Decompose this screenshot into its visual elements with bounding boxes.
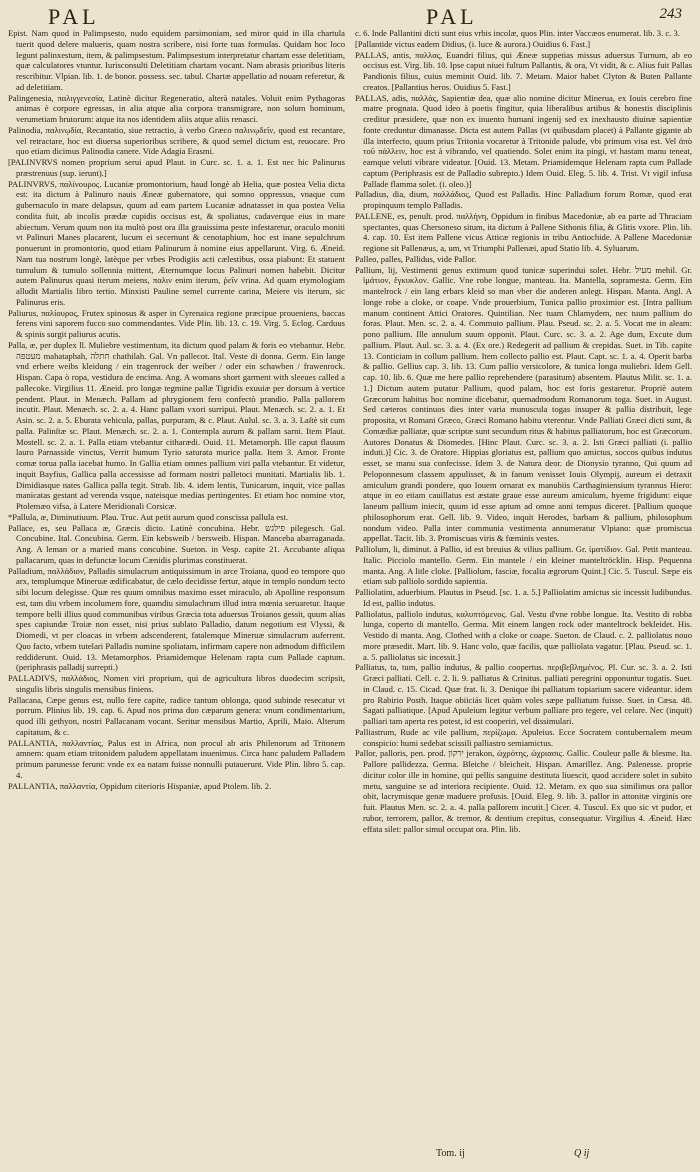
right-column xyxy=(355,28,692,1138)
dictionary-entry: Pallacana, Cæpe genus est, nullo fere capite, radice tantum oblonga, quod subinde resecatur vt porrum. Plinius lib. 19. cap. 6. Apud nos prima duo cæparum genera: vnum condimentarium, quod illi gethyon, nostri Pallacanam vocant. Seritur mensibus Martio, Aprili, Maio. Alterum capitatum, & c. xyxy=(8,694,345,737)
dictionary-entry: Palliolatim, aduerbium. Plautus in Pseud. [sc. 1. a. 5.] Palliolatim amictus sic incessit ludibundus. Id est, pallio indutus. xyxy=(355,587,692,608)
dictionary-entry: Paliurus, παλίουρος, Frutex spinosus & asper in Cyrenaica regione præcipue proueniens, baccas ferens vini saporem fucco suo commendantes. Vide Plin. lib. 13. c. 19. Virg. 5. Eclog. Carduus & spinis surgit paliurus acutis. xyxy=(8,307,345,339)
dictionary-entry: Palleo, palles, Pallidus, vide Pallor. xyxy=(355,253,477,264)
dictionary-entry: Pallace, es, seu Pallaca æ, Græcis dicto. Latinè concubina. Hebr. פילגש pilegesch. Gal. Concubine. Ital. Concubina. Germ. Ein kebsweib / bersweib. Hispan. Manceba abarraganada. Ang. A leman or a maried mans concubine. Sueton. in Vesp. capite 21. Accubante aliqua pallacarum, quas in defunctæ locum Cænidis plurimas constituerat. xyxy=(8,522,345,565)
dictionary-entry: Palliastrum, Rude ac vile pallium, περίζωμα. Apuleius. Ecce Socratem contubernalem meum conspicio: humi sedebat scissili palliastro semiamictus. xyxy=(355,726,692,748)
dictionary-entry: Palingenesia, παλιγγενεσία, Latinè dicitur Regeneratio, alterà natales. Voluit enim Pythagoras animas è corpore egressas, in alia atque alia corpora transmigrare, non solum hominum, verumetiam brutorum: atque ita nos identidem aliis atque aliis renasci. xyxy=(8,92,345,124)
dictionary-entry: *Pallula, æ, Diminutiuum. Plau. Truc. Aut petit aurum quod conscissa pallula est. xyxy=(8,511,288,522)
dictionary-entry: PALLAS, adis, παλλάς, Sapientiæ dea, quæ alio nomine dicitur Minerua, ex Iouis cerebro fine matre prognata. Quod ideo à poetis fingitur, quia liberalibus artibus & honestis disciplinis creditur præsidere, quæ non ex inuento humani ingenij sed ex inexhausto diuinæ sapientiæ fonte creduntur dimanasse. Dicta est autem Pallas (vt quibusdam placet) à Pallante gigante ab illa interfecto, quum prius Tritonia vocaretur à Tritonide palude, vbi primum visa est. Vel ἀπὸ τοῦ πάλλειν, hoc est à vibrando, vel quatiendo. Solet enim ita pingi, vt hastam manu teneat, eamque veluti vibrare videatur. [Ouid. 13. Metam. Priamidemque Helenam rapta cum Pallade captum (Periphrasis est de Palladio subrepto.) Idem Ouid. Eleg. 5. lib. 4. Trist. Vt vigil infusa Pallade flamma solet. (i. oleo.)] xyxy=(355,92,692,189)
dictionary-entry: Palliatus, ta, tum, pallio indutus, & pallio coopertus. περιβεβλημένος. Pl. Cur. sc. 3. a. 2. Isti Græci palliati. Cell. c. 2. li. 9. palliatus & Crinitus. palliati peregrini opponuntur togatis. Suet. in Claud. c. 15. Cicad. Quæ frat. li. 3. Denique ibi palliatum topiarium sacere videantur. idem pro Rabirio Posth. Itaque obiiciás licet quàm voles sæpe palliatum fuisse. Suet. in Cæsa. 48. Sagati palliatique. [Apud Apuleium legitur verbum palliare pro tegere, vel celare. Nec (inquit) palliari tam aperta res potest, id est cooperiri, vel dissimulari. xyxy=(355,662,692,726)
dictionary-entry: Palinodia, παλινῳδία, Recantatio, siue retractio, à verbo Græco παλινῳδεῖν, quod est recantare, vel retractare, hoc est diuersa superioribus scribere, & quod semel dictum est, reuocare. Pro quo etiam dicimus Palinodia canere. Vide Adagia Erasmi. xyxy=(8,124,345,157)
running-header xyxy=(8,4,692,28)
dictionary-entry: [PALINVRVS nomen proprium serui apud Plaut. in Curc. sc. 1. a. 1. Est nec hic Palinurus præstrenuus (sup. ierunt).] xyxy=(8,157,345,178)
dictionary-entry: PALLAS, antis, παλλας, Euandri filius, qui Æneæ suppetias missus aduersus Turnum, ab eo occisus est. Virg. lib. 10. Ipse caput niuei fultum Pallantis, & ora, Vt vidit, & c. Alius fuit Pallas Pandionis filius, cuius meminit Ouid. lib. 7. Metam. Maior habet Clyton & Buten Pallante creatos. [Pallantius heros. Ouidius 5. Fast.] xyxy=(355,49,692,92)
header-right-word: PAL xyxy=(426,4,478,29)
dictionary-entry: Palliolum, li, diminut. à Pallio, id est breuius & vilius pallium. Gr. ἱματίδιον. Gal. Petit manteau. Italic. Picciolo mantello. Germ. Ein mantele / ein kleiner manteltröcklin. Hisp. Pequenna manta. Ang. A litle cloke. [Palliolum, fasciæ, focalia ægrorum Quint.] Cic. 5. Tuscul. Sæpe eis etiam sub palliolo sordido sapientia. xyxy=(355,544,692,587)
dictionary-entry: PALLANTIA, παλλαντίας, Palus est in Africa, non procul ab aris Philenorum ad Tritonem amnem: quam etiam tritonidem paludem appellatam inuenimus. Circa hanc paludem Palladem primum parunesse ferunt: vnde ex ea natam fuisse nonnulli putauerunt. Vide Plin. libro 5. cap. 4. xyxy=(8,737,345,780)
header-left-word: PAL xyxy=(48,4,100,29)
dictionary-entry: Pallium, lij, Vestimenti genus extimum quod tunicæ superindui solet. Hebr. מעיל mehil. Gr. ἱμάτιον, ἔγκυκλον. Gallic. Vne robe longue, manteau. Ita. Mantella, sopramesta. Germ. Ein mantelrock / ein lang erbars kleid so man vber die anderen anlegt. Hispan. Manta. Angl. A longe robe a cloke, or coape. Vnde prouerbium, Tunica pallio proximior est. [Intra pallium manum continent Attici Oratores. Quintilian. Nec tuam Chlamydem, nec tuum pallium do foras. Plaut. Men. sc. 2. a. 4. Commuto pallium. Plau. Pseud. sc. 2. a. 5. Vocat me in aleam: pono pallium. Ille annulum suum opponit. Plaut. Curc. sc. 3. a. 2. Age dum, Excute dum pallium. Plaut. Aul. sc. 3. a. 4. (Ex ore.) Redegerit ad pallium & crepidas. Suet. in Tib. capite 13. Conticiam in collum pallium. Item collecto pallio est. Plaut. Capt. sc. 1. a. 4. Operit barba & pallio. Gellius cap. 3. lib. 13. Cum pallio versicolore, & tunica longa muliebri. Idem Gell. cap. 10. lib. 6. Quæ me here pallio reprehendere (parasitum) absentem. Plautus Milit. sc. 1. a. 1.] Dictum autem putatur Pallium, quod palam, hoc est foris gestaretur. Propriè autem Græcorum habitus hoc nomine dicebatur, quemadmodum Romanorum toga. Suet. in August. Sed cæteros continuos dies inter varia munuscula togas insuper & pallia distribuit, lege proposita, vt Romani Græco, Græci Romano habitu vterentur. Vnde Palliati Græci dicti sunt, & Comædiæ palliatæ, quæ scriptæ sunt secundum ritus & habitus palliatorum, hoc est Græcorum. Autores Donatus & Diomedes. [Hinc Plaut. Curc. sc. 3. a. 2. Isti Græci palliati (i. pallio induti.)] Cic. 3. de Oratore. Hippias gloriatus est, pallium quo amictus, soccos quibus indutus esset, se manu sua confecisse. Idem 3. de Natura deor. de Dionysio tyranno, Qui quum ad Peloponnesum classem appulisset, & in fanum venisset Iouis Olympij, aureum ei detraxit amiculum grandi pondere, quo Iouem ornarat ex manubiis Carthaginiensium tyrannus Hiero: atque in eo etiam cauillatus est æstate graue esse aureum amiculum, hyeme frigidum: eique laneum pallium iniecit, quum id esse aptum ad omne anni tempus diceret. [Pallium quoque philosophorum erat. Gell. lib. 9. Video, inquit Herodes, barbam & pallium, philosophum nondum video. Palla inter communia vestimenta annumeratur Vlpiano: quæ promiscua appellat. Tacit. lib. 3. Promiscuas viris & fœminis vestes. xyxy=(355,264,692,544)
dictionary-entry: [Pallantide victus eadem Didius, (i. luce & aurora.) Ouidius 6. Fast.] xyxy=(355,38,591,49)
dictionary-entry: c. 6. Inde Pallantini dicti sunt eius vrbis incolæ, quos Plin. inter Vaccæos enumerat. lib. 3. c. 3. xyxy=(355,28,680,38)
dictionary-entry: PALLADIVS, παλλάδιος, Nomen viri proprium, qui de agricultura libros duodecim scripsit, singulis libris singulis mensibus finiens. xyxy=(8,673,345,694)
dictionary-entry: PALLENE, es, penult. prod. παλλήνη, Oppidum in finibus Macedoniæ, ab ea parte ad Thraciam spectantes, quas Chersoneso situm, ita dictum à Pallene Sithonis filia, & Glitis vxore. Plin. lib. 4. cap. 10. Est item Pallene vicus Atticæ regionis in tribu Antiochide. A Pallene Macedoniæ regione sit Pallenæus, a, um, vt Triumphi Pallenæi, apud Statio lib. 4. Syluarum. xyxy=(355,210,692,253)
dictionary-entry: Pallor, palloris, pen. prod. ירקון jerakon, ὠχρότης, ὠχριασις. Gallic. Couleur palle & blesme. Ita. Pallore pallidezza. Germa. Bleiche / bleicheit. Hispan. Amarillez. Ang. Palenesse. proprie dicitur color ille in homine, qui pellis sanguine destituta liuescit, quod accidere solet in subito metu, sanguine se ad interiora recipiente. Ouid. 12. Metam. ex quo sua similimus ora pallor obit, lacrymisque genæ maduere profusis. [Ouid. Eleg. 9. lib. 3. pallor in attonitæ virginis ore fuit. Plautus Men. sc. 2. a. 4. palla pallorem incutit.] Cicer. 4. Tuscul. Ex quo sic vt pudor, et rubor, terrorem, pallor, & tremor, & dentium crepitus, consequatur. Virgilius 4. Æneid. Hæc effata silet: pallor simul occupat ora. Plin. lib. xyxy=(355,748,692,834)
page-footer xyxy=(0,1148,700,1166)
dictionary-entry: Palladius, dia, dium, παλλάδιος, Quod est Palladis. Hinc Palladium forum Romæ, quod erat propinquum templo Palladis. xyxy=(355,189,692,210)
volume-label: Tom. ij xyxy=(436,1148,465,1159)
dictionary-entry: Palliolatus, palliolo indutus, καλυπτόμενος. Gal. Vestu d'vne robbe longue. Ita. Vestito di robba lunga, coperto di mantello. Germa. Mit einem langen rock oder manteltrock bekleidet. His. Vestido di manta. Ang. Clothed with a cloke or coape. Sueton. de Claud. c. 2. palliolatus nouo more præsedit. Mart. lib. 9. Hanc volo, quæ facilis, quæ palliolata vagatur. [Plau. Pseud. sc. 1. a. 5. palliolatus sic incessit.] xyxy=(355,608,692,662)
two-column-body xyxy=(8,28,692,1138)
dictionary-entry: PALINVRVS, παλίνουρος. Lucaniæ promontorium, haud longè ab Helia, quæ postea Velia dicta est: ita dictum à Palinuro nauis Æneæ gubernatore, qui somno oppressus, vnaque cum gubernaculo in mare delapsus, quum ad eam partem Lucaniæ adnatasset in qua postea Velia condita fuit, ab incolis prædæ cupidis occisus est, & spoliatus, cadaverque eius in mare abiectum. Verum quum non ita multò post ora illa grauissima peste infestaretur, oraculo moniti vt Palinuri Manes placarent, lucum ei secernunt & cenotaphium, hoc est inane sepulchrum ponuerunt in promontorio, quod etiam Palinurum à nomine eius appellarunt. Virg. 6. Æneid. Nam tua nostrum longè, latèque per vrbes Prodigiis acti cælestibus, ossa piabunt: Et statuent tumulum & tumulo sollennia mittent, Æternumque locus Palinuri nomen habebit. Dicitur autem Palinurus quasi iterum meiens, παλιν enim iterum, ῥεῖν vrina. Ad quam etymologiam alludit Martialis libro tertio. Minxisti Pauline semel currente carina, Meiere vis iterum, sic Palinurus eris. xyxy=(8,178,345,307)
page-number: 243 xyxy=(659,6,682,22)
dictionary-entry: Epist. Nam quod in Palimpsesto, nudo equidem parsimoniam, sed miror quid in illa chartula tuerit quod delere malueris, quam nostra scribere, nisi forte tuas formulas. Quidam hoc loco legunt palinxestum, item, & palimpsestum. Palimpsestum interpretatur chartam esse deletitiam, quæ calculatores vtuntur. Iurisconsulti Deletitiam chartam vocant. Nam abrasis prioribus literis rescribitur. Vlpian. lib. 1. de bonor. possess. sec. tabul. Chartæ appellatio ad nouam referetur, & ad deletitiam. xyxy=(8,28,345,92)
left-column xyxy=(8,28,345,1138)
signature-mark: Q ij xyxy=(574,1148,590,1159)
dictionary-entry: PALLANTIA, παλλαντία, Oppidum citerioris Hispaniæ, apud Ptolem. lib. 2. xyxy=(8,780,272,791)
dictionary-entry: Palla, æ, per duplex ll. Muliebre vestimentum, ita dictum quod palam & foris eo vtebantur. Hebr. מעטפה mahataphah, חתלה chathilah. Gal. Vn pallecot. Ital. Veste di donna. Germ. Ein lange vnd erbere weibs kleidung / ein tragenrock der weiber / oder ein schawben / frawenrock. Hispan. Capa ò ropa, vestidura de encima. Ang. A womans short garment with sleeues called a pallecoke. Virgilius 11. Æneid. pro longæ tegmine pallæ Tigridis exuuiæ per dorsum à vertice pendent. Plaut. in Menæch. Pallam ad phrygionem fero confectò prandio. Palla pallorem incutit. Plaut. Menæch. sc. 2. a. 4. Hanc pallam vxori surripui. Plaut. Menæch. sc. 2. a. 1. Et Asin. sc. 2. a. 5. Eburata vehicula, pallas, purpuram, & c. Plaut. Aulul. sc. 3. a. 3. Laſtè sit cum palla. Palinſtæ sc. Plaut. Menæch. sc. 2. a. 1. Contempla aurum & pallam sarni. Item Plaut. Mostell. sc. 2. a. 1. Palla etiam vtebantur citharædi. Ouid. 11. Metamorph. Ille caput flauum lauro Parnasside vinctus, Verrit humum Tyrio saturata murice palla. Item 3. Amor. Fronte comæ torua palla iacebat humo. In Gallia etiam omnes pallium viri palla vtebantur. Et videtur, inquit Bayfius, Gallica palla accessisse ad formam nostri palletoci munitati. Martialis lib. 1. Dimidiasque nates Gallica palla tegit. Strab. lib. 4. idem lentis, Tunicarum, inquit, vice pallas manicatas gestant ad verenda vsque, nateisque medias pertingentes. Et etiam hoc nomine vtor, Ptolemæo vifsa, à Latere Meridionali Corsicæ. xyxy=(8,339,345,511)
dictionary-entry: Palladium, παλλάδιον, Palladis simulacrum antiquissimum in arce Troiana, quod eo tempore quo arx, templumque Mineruæ ædificabatur, de cælo decidisse fertur, atque in templo nondum tecto sibi locum delegisse. Quæ res quum omnibus maximo esset miraculo, ab Apolline responsum est, tam diu vrbem incolumem fore, quamdiu simulachrum illud intra mœnia seruaretur. Itaque tempore belli illius quod communibus viribus Græcia tota aduersus Troianos gessit, quum alias spes capiundæ Troiæ non esset, nisi prius sublato Palladio, datum negotium est Vlyssi, & Diomedi, vt per cloacas in vrbem adscenderent, fatalemque Mineruæ simulacrum auferrent. Quo facto, vrbem tutelari Palladis numine spoliatam, infirmam capere non admodum difficilem reddiderunt. Ouid. 13. Metamorphos. Priamidemque Helenam rapta cum Pallade captum. (periphrasis palladij surrepti.) xyxy=(8,565,345,673)
